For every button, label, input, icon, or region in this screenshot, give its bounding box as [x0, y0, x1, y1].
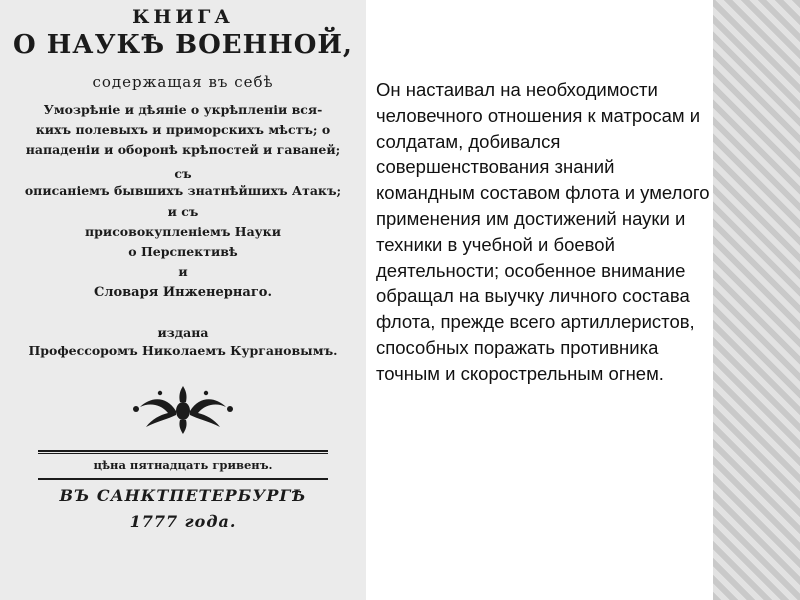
- decorative-stripe: [713, 0, 800, 600]
- title-rule-bottom: [38, 478, 328, 480]
- title-line-price: цѣна пятнадцать гривенъ.: [93, 458, 273, 472]
- title-line-desc-1: Умозрѣніе и дѣяніе о укрѣпленіи вся-: [43, 102, 323, 117]
- title-line-prisovokupleniem: присовокупленіемъ Науки: [85, 224, 281, 239]
- title-rule-top: [38, 450, 328, 452]
- title-line-desc-3: нападеніи и оборонѣ крѣпостей и гаваней;: [25, 142, 341, 157]
- title-line-i: и: [178, 264, 188, 279]
- title-line-desc-2: кихъ полевыхъ и приморскихъ мѣстъ; о: [35, 122, 331, 137]
- title-line-slovarya: Словаря Инженернаго.: [93, 285, 273, 300]
- title-line-main: О НАУКѢ ВОЕННОЙ,: [13, 30, 353, 60]
- slide-body-text: Он настаивал на необходимости человечного отношения к матросам и солдатам, добивался совершенствования знаний командным составом флота и умелого применения им достижений науки и техники в учебной и боевой деятельности; особенное внимание обращал на выучку личного состава флота, прежде всего артиллеристов, способных поражать противника точным и скорострельным огнем.: [376, 79, 710, 384]
- title-line-opisaniem: описаніемъ бывшихъ знатнѣйшихъ Атакъ;: [24, 183, 342, 198]
- title-line-year: 1777 года.: [129, 512, 237, 531]
- ornament-icon: [130, 385, 236, 435]
- title-rule-top-thin: [38, 453, 328, 454]
- title-line-i-s: и съ: [167, 204, 199, 219]
- title-line-kniga: КНИГА: [132, 6, 234, 28]
- title-line-s: съ: [174, 166, 192, 181]
- title-line-city: ВЪ САНКТПЕТЕРБУРГѢ: [59, 486, 307, 505]
- title-line-izdana: издана: [157, 325, 209, 340]
- title-line-perspektive: о Перспективѣ: [128, 244, 238, 259]
- book-title-page-image: [0, 0, 366, 600]
- title-line-author: Профессоромъ Николаемъ Кургановымъ.: [28, 343, 338, 358]
- title-line-soderzhashchaya: содержащая въ себѣ: [92, 73, 274, 91]
